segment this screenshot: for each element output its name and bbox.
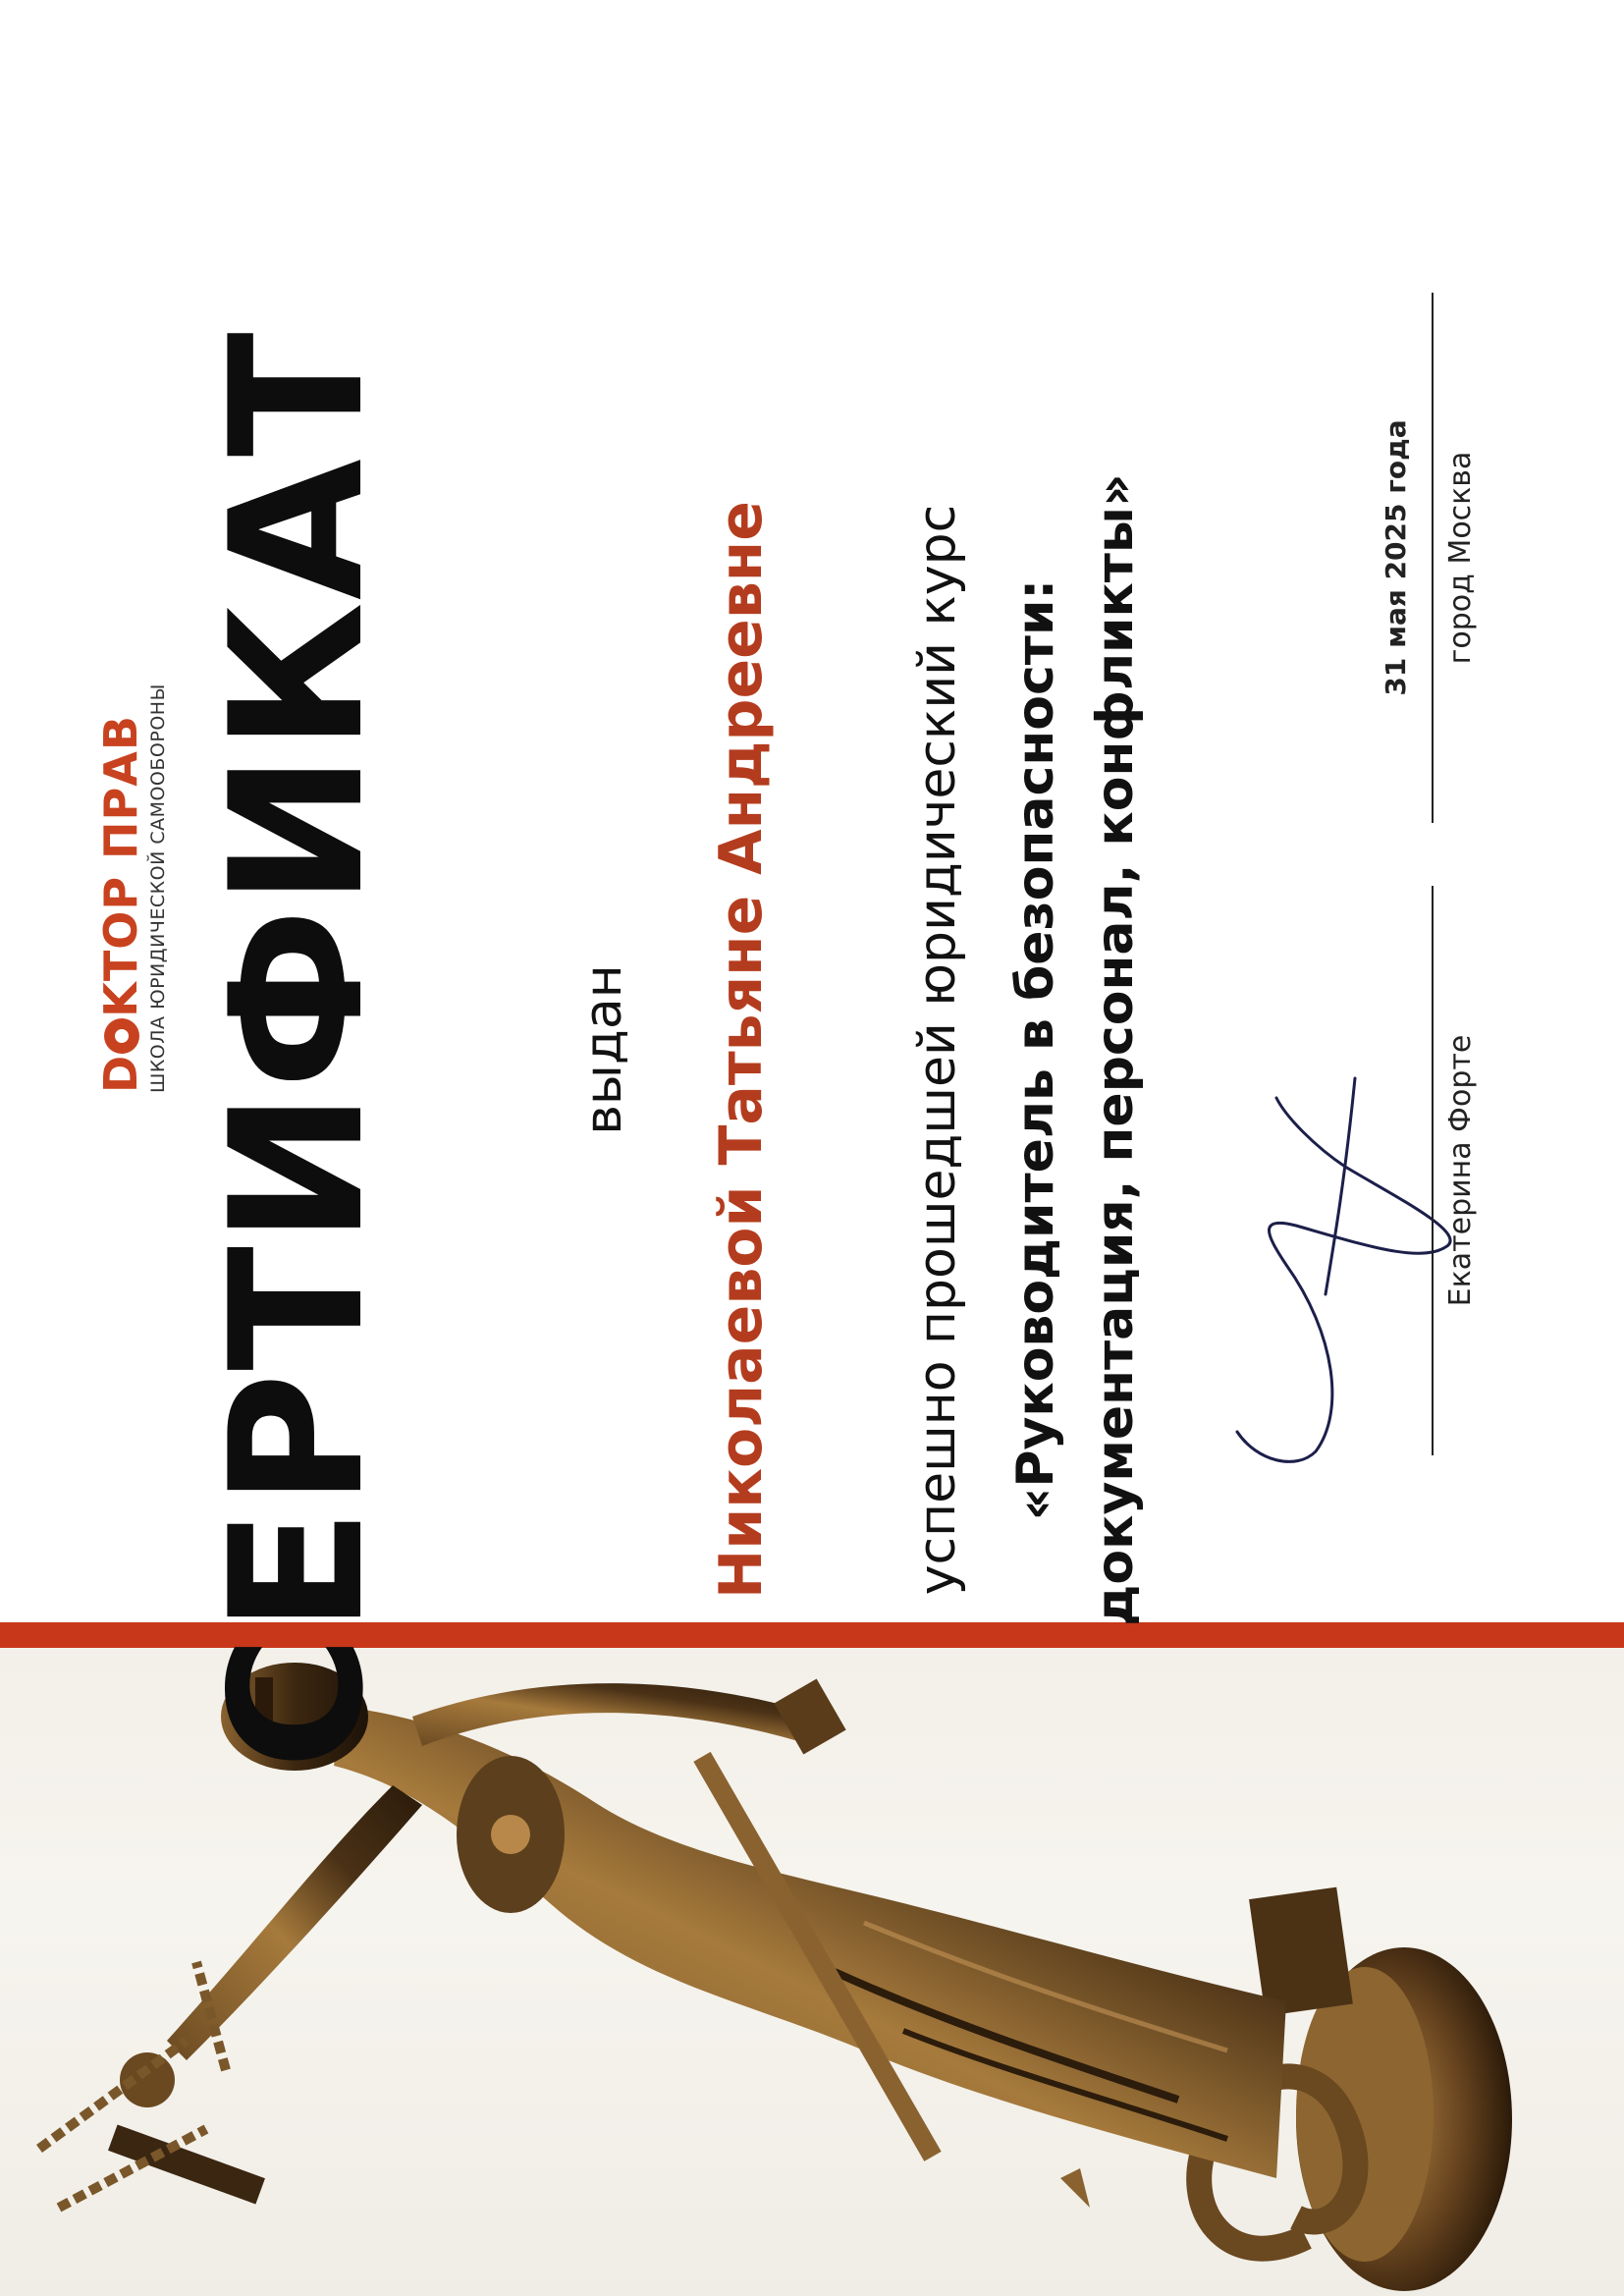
course-name-line2: документация, персонал, конфликты» (1085, 473, 1145, 1626)
logo-brand-part2: KTOP ПРАВ (94, 715, 147, 1017)
date-line (1432, 293, 1434, 823)
logo-o-icon (104, 1018, 139, 1054)
issue-date: 31 мая 2025 года (1380, 419, 1412, 696)
issue-city: город Москва (1443, 451, 1478, 665)
handwritten-signature (1198, 1068, 1463, 1491)
issued-label: выдан (574, 964, 633, 1135)
recipient-name: Николаевой Татьяне Андреевне (707, 501, 776, 1599)
school-logo (94, 681, 169, 1093)
certificate-title: СЕРТИФИКАТ (190, 330, 404, 1770)
course-name (997, 0, 1155, 2296)
course-intro: успешно прошедшей юридический курс (908, 504, 967, 1596)
logo-subtitle: ШКОЛА ЮРИДИЧЕСКОЙ САМООБОРОНЫ (147, 683, 169, 1093)
course-name-line1: «Руководитель в безопасности: (1006, 578, 1065, 1521)
logo-brand (94, 681, 147, 1093)
signer-name: Екатерина Форте (1443, 1034, 1478, 1307)
logo-brand-part1: D (94, 1054, 147, 1093)
signature-line (1432, 886, 1434, 1455)
